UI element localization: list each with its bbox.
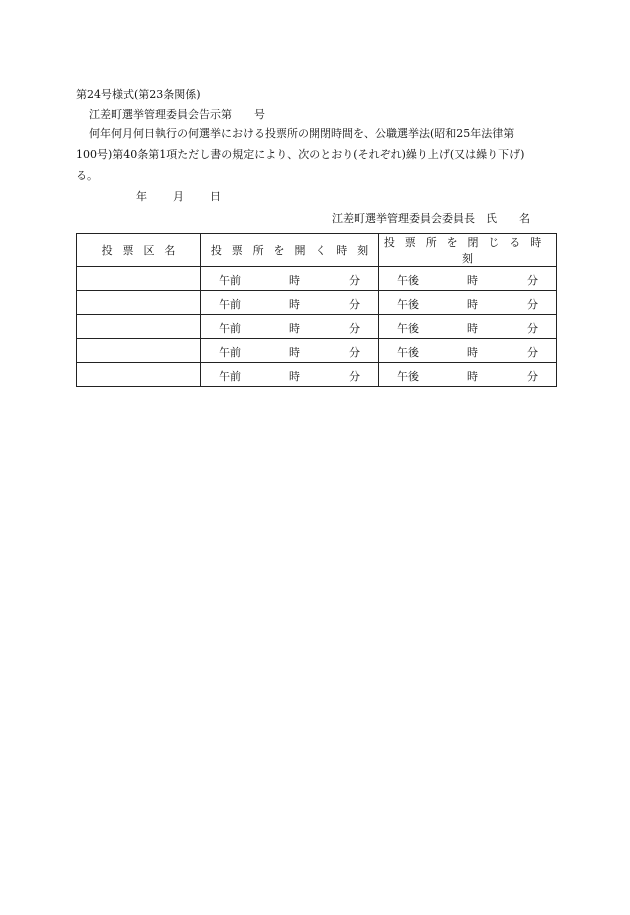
open-hour: 時 xyxy=(289,274,300,287)
date-day: 日 xyxy=(210,190,221,203)
header-district: 投票区名 xyxy=(77,234,201,267)
district-cell[interactable] xyxy=(77,339,201,363)
open-ampm: 午前 xyxy=(219,370,241,383)
close-ampm: 午後 xyxy=(397,274,419,287)
close-time-cell[interactable] xyxy=(379,291,557,315)
close-ampm: 午後 xyxy=(397,298,419,311)
notice-title: 江差町選挙管理委員会告示第 号 xyxy=(89,108,265,121)
close-hour: 時 xyxy=(467,322,478,335)
open-ampm: 午前 xyxy=(219,274,241,287)
open-time-cell[interactable] xyxy=(201,267,379,291)
close-ampm: 午後 xyxy=(397,370,419,383)
open-time-cell[interactable] xyxy=(201,291,379,315)
open-ampm: 午前 xyxy=(219,322,241,335)
district-cell[interactable] xyxy=(77,267,201,291)
table-row xyxy=(77,267,557,291)
close-ampm: 午後 xyxy=(397,346,419,359)
district-cell[interactable] xyxy=(77,363,201,387)
open-hour: 時 xyxy=(289,298,300,311)
open-minute: 分 xyxy=(349,322,360,335)
date-line xyxy=(136,190,221,204)
table-row xyxy=(77,315,557,339)
close-hour: 時 xyxy=(467,346,478,359)
header-open-time: 投票所を開く時刻 xyxy=(201,234,379,267)
open-minute: 分 xyxy=(349,298,360,311)
date-month: 月 xyxy=(173,190,184,203)
close-minute: 分 xyxy=(527,346,538,359)
close-hour: 時 xyxy=(467,370,478,383)
close-time-cell[interactable] xyxy=(379,339,557,363)
body-text-line-3: る。 xyxy=(76,169,98,182)
open-ampm: 午前 xyxy=(219,346,241,359)
district-cell[interactable] xyxy=(77,291,201,315)
close-time-cell[interactable] xyxy=(379,363,557,387)
close-hour: 時 xyxy=(467,298,478,311)
close-minute: 分 xyxy=(527,370,538,383)
close-minute: 分 xyxy=(527,298,538,311)
open-ampm: 午前 xyxy=(219,298,241,311)
date-year: 年 xyxy=(136,190,147,203)
close-time-cell[interactable] xyxy=(379,267,557,291)
body-text-line-1: 何年何月何日執行の何選挙における投票所の開閉時間を、公職選挙法(昭和25年法律第 xyxy=(89,127,515,140)
open-minute: 分 xyxy=(349,370,360,383)
polling-hours-table xyxy=(76,233,557,387)
close-ampm: 午後 xyxy=(397,322,419,335)
open-time-cell[interactable] xyxy=(201,315,379,339)
district-cell[interactable] xyxy=(77,315,201,339)
open-hour: 時 xyxy=(289,346,300,359)
open-time-cell[interactable] xyxy=(201,339,379,363)
table-header-row xyxy=(77,234,557,267)
body-text-line-2: 100号)第40条第1項ただし書の規定により、次のとおり(それぞれ)繰り上げ(又は繰り下げ) xyxy=(76,148,525,161)
open-minute: 分 xyxy=(349,346,360,359)
close-time-cell[interactable] xyxy=(379,315,557,339)
close-minute: 分 xyxy=(527,322,538,335)
header-close-time: 投票所を閉じる時刻 xyxy=(379,234,557,267)
open-hour: 時 xyxy=(289,370,300,383)
table-row xyxy=(77,339,557,363)
close-hour: 時 xyxy=(467,274,478,287)
open-time-cell[interactable] xyxy=(201,363,379,387)
close-minute: 分 xyxy=(527,274,538,287)
table-row xyxy=(77,291,557,315)
form-number-heading: 第24号様式(第23条関係) xyxy=(76,88,201,101)
open-hour: 時 xyxy=(289,322,300,335)
open-minute: 分 xyxy=(349,274,360,287)
signer-line: 江差町選挙管理委員会委員長 氏 名 xyxy=(332,212,530,225)
table-row xyxy=(77,363,557,387)
